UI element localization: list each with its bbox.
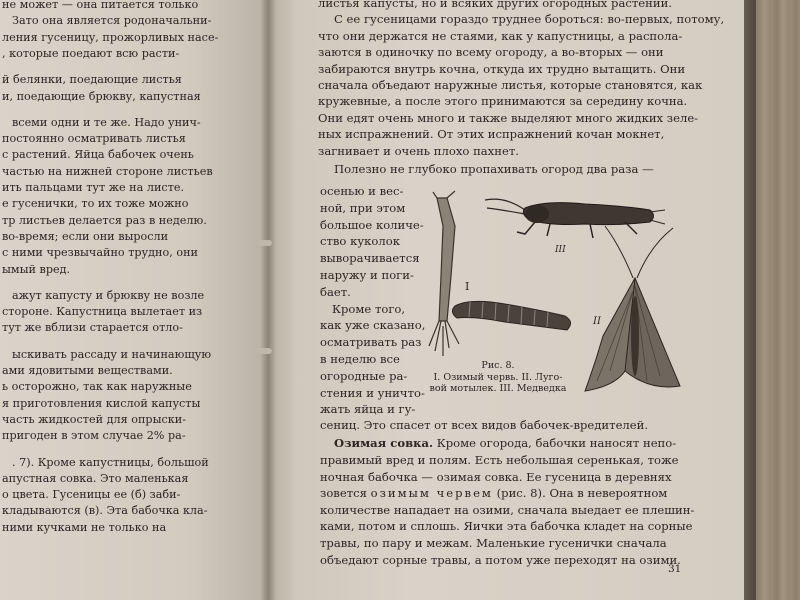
binding-stitch: [256, 348, 272, 354]
section-text-line: ночная бабочка — озимая совка. Ее гусеница в деревнях: [320, 469, 672, 484]
left-text-line: кладываются (в). Эта бабочка кла-: [2, 504, 208, 518]
left-text-line: Зато она является родоначальни-: [12, 14, 212, 28]
left-text-line: с растений. Яйца бабочек очень: [2, 148, 194, 162]
left-text-line: , которые поедают всю расти-: [2, 46, 180, 60]
mole-cricket-drawing: [485, 199, 665, 238]
narrow-text-line: жать яйца и гу-: [320, 402, 416, 417]
left-text-line: постоянно осматривать листья: [2, 132, 186, 146]
book-gutter: [260, 0, 276, 600]
right-text-line: Они едят очень много и также выделяют много жидких зеле-: [318, 110, 699, 125]
left-text-line: часть жидкостей для опрыски-: [2, 412, 186, 426]
left-page: [0, 0, 268, 600]
term-term-suffix: (рис. 8). Она в невероятном: [492, 486, 668, 501]
figure-caption-line-2: вой мотылек. III. Медведка: [429, 383, 567, 394]
figure-caption-line-1: I. Озимый червь. II. Луго-: [433, 372, 563, 383]
narrow-text-line: бает.: [320, 284, 351, 299]
narrow-text-line: Кроме того,: [332, 301, 406, 316]
section-text-line: правимый вред и полям. Есть небольшая серенькая, тоже: [320, 453, 679, 467]
left-text-line: й белянки, поедающие листья: [2, 73, 182, 87]
left-text-line: тут же вблизи старается отло-: [2, 321, 183, 335]
left-text-line: ления гусеницу, прожорливых насе-: [2, 30, 219, 44]
narrow-text-line: в неделю все: [320, 352, 400, 366]
right-text-line: забираются внутрь кочна, откуда их трудно вытащить. Они: [318, 61, 686, 76]
left-text-line: ь осторожно, так как наружные: [2, 380, 192, 394]
section-text-line: объедают сорные травы, а потом уже переходят на озими.: [320, 552, 681, 567]
left-text-line: ыскивать рассаду и начинающую: [12, 347, 212, 361]
narrow-text-line: наружу и поги-: [320, 268, 414, 282]
left-text-line: е гусенички, то их тоже можно: [2, 197, 189, 211]
figure-label-II: II: [593, 316, 601, 327]
section-first-line-rest: Кроме огорода, бабочки наносят непо-: [433, 436, 677, 450]
figure-caption-title: Рис. 8.: [481, 360, 515, 371]
left-text-line: тр листьев делается раз в неделю.: [2, 213, 207, 227]
left-text-line: я приготовления кислой капусты: [2, 396, 201, 410]
narrow-text-line: как уже сказано,: [320, 318, 426, 333]
wooden-table-background: [752, 0, 800, 600]
left-text-line: частью на нижней стороне листьев: [2, 164, 213, 178]
caterpillar-drawing: [452, 301, 570, 330]
left-text-line: о цвета. Гусеницы ее (б) заби-: [2, 488, 181, 502]
narrow-text-line: ство куколок: [320, 234, 400, 249]
plant-stem-drawing: [429, 191, 459, 356]
right-text-line: сениц. Это спасет от всех видов бабочек-вредителей.: [320, 418, 649, 432]
left-text-line: . 7). Кроме капустницы, большой: [12, 455, 209, 469]
left-text-line: ымый вред.: [2, 262, 71, 276]
section-heading-line: [334, 436, 676, 450]
left-text-line: с ними чрезвычайно трудно, они: [2, 246, 198, 260]
left-text-line: пригоден в этом случае 2% ра-: [2, 429, 186, 443]
section-text-line: ками, потом и сплошь. Яички эта бабочка кладет на сорные: [320, 519, 693, 534]
narrow-text-line: осматривать раз: [320, 335, 422, 350]
term-term: озимым червем: [370, 486, 493, 501]
figure-label-I: I: [465, 280, 470, 293]
left-text-line: не может — она питается только: [2, 0, 199, 11]
left-text-line: стороне. Капустница вылетает из: [2, 305, 203, 319]
section-text-line: количестве нападает на озими, сначала выедает ее плешин-: [320, 502, 695, 517]
left-text-line: ить пальцами тут же на листе.: [2, 181, 185, 194]
right-text-line: заются в одиночку по всему огороду, а во-вторых — они: [318, 45, 664, 60]
right-text-line: ных испражнений. От этих испражнений кочан мокнет,: [318, 127, 665, 142]
figure-label-III: III: [555, 245, 566, 255]
left-text-line: апустная совка. Это маленькая: [2, 471, 189, 485]
right-text-line: сначала объедают наружные листья, которые становятся, как: [318, 78, 703, 92]
narrow-text-line: огородные ра-: [320, 368, 408, 383]
narrow-text-line: осенью и вес-: [320, 184, 404, 198]
right-text-line: что они держатся не стаями, как у капустницы, а распола-: [318, 28, 683, 43]
moth-drawing: [585, 226, 680, 391]
left-text-line: всеми одни и те же. Надо унич-: [12, 115, 201, 129]
narrow-text-line: выворачивается: [320, 251, 420, 266]
right-text-line: С ее гусеницами гораздо труднее бороться: во-первых, потому,: [334, 12, 725, 27]
narrow-text-line: большое количе-: [320, 217, 424, 232]
left-text-line: и, поедающие брюкву, капустная: [2, 89, 201, 103]
section-term-line: [320, 486, 667, 500]
right-text-line: листья капусты, но и всяких других огородных растений.: [318, 0, 672, 10]
right-text-line: кружевные, а после этого принимаются за середину кочна.: [318, 94, 688, 109]
left-text-line: ними кучками не только на: [2, 520, 167, 534]
narrow-text-line: ной, при этом: [320, 200, 406, 215]
left-text-line: ами ядовитыми веществами.: [2, 364, 173, 377]
narrow-text-line: стения и уничто-: [320, 385, 425, 400]
right-text-line: загнивает и очень плохо пахнет.: [318, 143, 519, 158]
section-text-line: травы, по пару и межам. Маленькие гусенички сначала: [320, 536, 667, 550]
term-term-prefix: зовется: [320, 486, 371, 501]
right-page: [268, 0, 744, 600]
left-text-line: во-время; если они выросли: [2, 229, 169, 243]
page-number: 31: [668, 563, 682, 575]
left-text-line: ажут капусту и брюкву не возле: [12, 288, 205, 302]
section-title: Озимая совка.: [334, 436, 434, 450]
page-edge-shadow: [742, 0, 756, 600]
binding-stitch: [256, 240, 272, 246]
right-text-line: Полезно не глубоко пропахивать огород два раза —: [334, 161, 654, 176]
